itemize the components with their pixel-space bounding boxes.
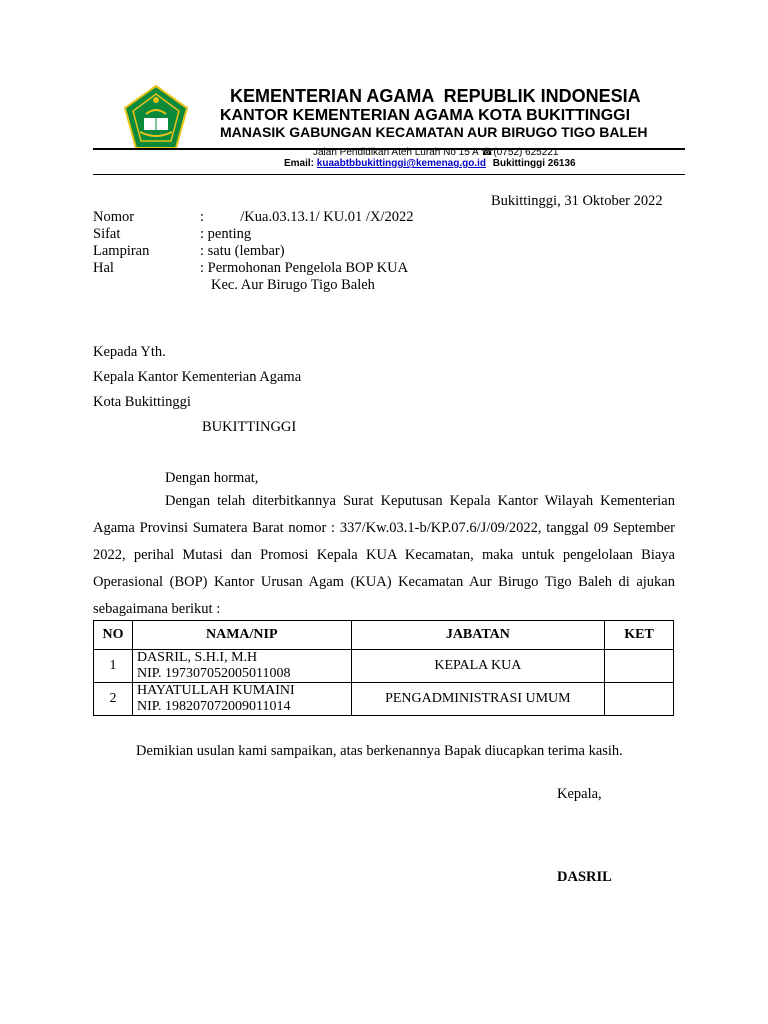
row-no: 2 — [94, 683, 133, 716]
header-address: Jalan Pendidikan Ateh Lurah No 15 A ☎(0752) 625221 — [313, 147, 559, 158]
col-header-ket: KET — [605, 621, 674, 650]
recipient-line-3: Kota Bukittinggi — [93, 394, 191, 410]
kemenag-logo-icon — [122, 84, 190, 152]
col-header-name: NAMA/NIP — [132, 621, 351, 650]
sifat-label: Sifat — [93, 226, 121, 242]
row-no: 1 — [94, 650, 133, 683]
lampiran-label: Lampiran — [93, 243, 150, 259]
nomor-label: Nomor — [93, 209, 135, 225]
row-name: DASRIL, S.H.I, M.H — [136, 650, 258, 665]
row-ket — [605, 683, 674, 716]
header-unit: MANASIK GABUNGAN KECAMATAN AUR BIRUGO TIGO BALEH — [220, 124, 648, 140]
table-row — [94, 650, 674, 683]
letter-date: Bukittinggi, 31 Oktober 2022 — [491, 193, 663, 209]
nomor-value: : /Kua.03.13.1/ KU.01 /X/2022 — [200, 209, 414, 225]
sifat-value: : penting — [200, 226, 252, 242]
recipient-line-4: BUKITTINGGI — [202, 419, 297, 435]
hal-label: Hal — [93, 260, 114, 276]
row-name: HAYATULLAH KUMAINI — [136, 683, 295, 698]
salutation: Dengan hormat, — [165, 470, 259, 486]
officer-table — [93, 620, 674, 716]
hal-value: : Permohonan Pengelola BOP KUA — [200, 260, 409, 276]
header-office: KANTOR KEMENTERIAN AGAMA KOTA BUKITTINGGI — [220, 107, 631, 124]
row-ket — [605, 650, 674, 683]
lampiran-value: : satu (lembar) — [200, 243, 285, 259]
header-rule-bottom — [93, 174, 685, 175]
hal-value-2: Kec. Aur Birugo Tigo Baleh — [211, 277, 375, 293]
col-header-jabatan: JABATAN — [351, 621, 605, 650]
header-email-line — [284, 158, 576, 169]
city-zip: Bukittinggi 26136 — [492, 158, 576, 169]
row-nip: NIP. 198207072009011014 — [136, 699, 291, 714]
body-paragraph: Dengan telah diterbitkannya Surat Keputusan Kepala Kantor Wilayah Kementerian Agama Provinsi Sumatera Barat nomor : 337/Kw.03.1-b/KP.07.6/J/09/2022, tanggal 09 September 2022, perihal Mutasi dan Promosi Kepala KUA Kecamatan, maka untuk pengelolaan Biaya Operasional (BOP) Kantor Urusan Agam (KUA) Kecamatan Aur Birugo Tigo Baleh di ajukan sebagaimana berikut : — [93, 493, 675, 617]
signature-name: DASRIL — [557, 869, 612, 885]
header-ministry: KEMENTERIAN AGAMA REPUBLIK INDONESIA — [230, 86, 641, 106]
table-row — [94, 683, 674, 716]
recipient-line-1: Kepada Yth. — [93, 344, 166, 360]
table-header-row — [94, 621, 674, 650]
email-label: Email: — [284, 158, 315, 169]
row-jabatan: PENGADMINISTRASI UMUM — [351, 683, 605, 716]
row-name-cell — [132, 683, 351, 716]
col-header-no: NO — [94, 621, 133, 650]
signature-title: Kepala, — [557, 786, 602, 802]
recipient-line-2: Kepala Kantor Kementerian Agama — [93, 369, 302, 385]
row-name-cell — [132, 650, 351, 683]
closing-sentence: Demikian usulan kami sampaikan, atas berkenannya Bapak diucapkan terima kasih. — [136, 743, 623, 759]
email-link[interactable]: kuaabtbbukittinggi@kemenag.go.id — [316, 158, 487, 169]
row-nip: NIP. 197307052005011008 — [136, 666, 291, 681]
row-jabatan: KEPALA KUA — [351, 650, 605, 683]
